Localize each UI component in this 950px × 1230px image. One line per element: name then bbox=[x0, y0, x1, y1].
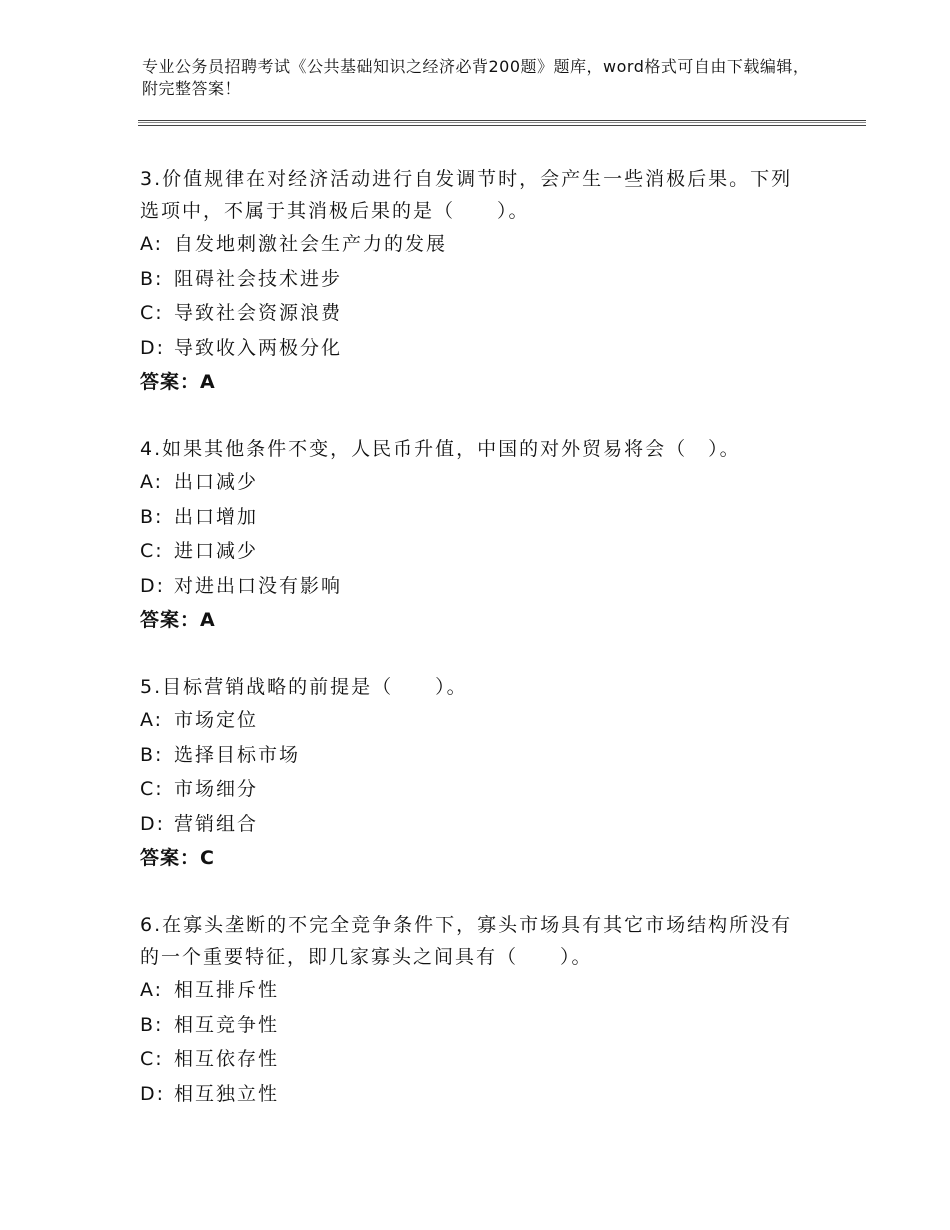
option-key: C: bbox=[140, 778, 164, 800]
option-text: 选择目标市场 bbox=[174, 743, 301, 766]
option-key: A: bbox=[140, 979, 164, 1001]
option-key: C: bbox=[140, 302, 164, 324]
option-c bbox=[140, 296, 800, 331]
option-key: C: bbox=[140, 540, 164, 562]
option-text: 相互依存性 bbox=[174, 1048, 280, 1070]
option-key: D: bbox=[140, 336, 166, 359]
question-stem: 4.如果其他条件不变，人民币升值，中国的对外贸易将会（ ）。 bbox=[140, 438, 741, 460]
option-key: D: bbox=[140, 812, 166, 835]
question-stem: 6.在寡头垄断的不完全竞争条件下，寡头市场具有其它市场结构所没有的一个重要特征，即几家寡头之间具有（ ）。 bbox=[140, 914, 793, 968]
option-d bbox=[140, 807, 800, 842]
option-text: 营销组合 bbox=[174, 812, 259, 835]
option-text: 进口减少 bbox=[174, 540, 259, 562]
option-key: D: bbox=[140, 1082, 166, 1105]
option-a bbox=[140, 465, 800, 500]
option-b bbox=[140, 500, 800, 535]
option-text: 自发地刺激社会生产力的发展 bbox=[174, 233, 448, 255]
question-6 bbox=[140, 909, 800, 1111]
option-text: 导致收入两极分化 bbox=[174, 336, 343, 359]
option-d bbox=[140, 569, 800, 604]
question-5 bbox=[140, 671, 800, 875]
option-key: C: bbox=[140, 1048, 164, 1070]
question-list bbox=[140, 163, 800, 1145]
option-c bbox=[140, 534, 800, 569]
option-c bbox=[140, 1042, 800, 1077]
document-header: 专业公务员招聘考试《公共基础知识之经济必背200题》题库，word格式可自由下载编辑，附完整答案！ bbox=[142, 57, 810, 98]
question-4 bbox=[140, 433, 800, 637]
question-stem: 5.目标营销战略的前提是（ ）。 bbox=[140, 676, 468, 698]
option-text: 导致社会资源浪费 bbox=[174, 302, 343, 324]
option-text: 出口增加 bbox=[174, 505, 259, 528]
option-text: 相互独立性 bbox=[174, 1082, 280, 1105]
option-key: B: bbox=[140, 267, 164, 290]
option-text: 出口减少 bbox=[174, 471, 259, 493]
option-key: B: bbox=[140, 505, 164, 528]
option-text: 相互竞争性 bbox=[174, 1013, 280, 1036]
option-text: 对进出口没有影响 bbox=[174, 574, 343, 597]
option-d bbox=[140, 331, 800, 366]
option-key: B: bbox=[140, 1013, 164, 1036]
option-a bbox=[140, 973, 800, 1008]
option-key: A: bbox=[140, 709, 164, 731]
option-c bbox=[140, 772, 800, 807]
option-key: A: bbox=[140, 233, 164, 255]
option-b bbox=[140, 262, 800, 297]
answer-line: 答案：A bbox=[140, 609, 216, 631]
option-key: B: bbox=[140, 743, 164, 766]
option-a bbox=[140, 227, 800, 262]
option-text: 市场细分 bbox=[174, 778, 259, 800]
option-b bbox=[140, 738, 800, 773]
option-key: D: bbox=[140, 574, 166, 597]
option-text: 市场定位 bbox=[174, 709, 259, 731]
question-3 bbox=[140, 163, 800, 399]
question-stem: 3.价值规律在对经济活动进行自发调节时，会产生一些消极后果。下列选项中，不属于其消极后果的是（ ）。 bbox=[140, 168, 793, 222]
option-text: 相互排斥性 bbox=[174, 979, 280, 1001]
option-a bbox=[140, 703, 800, 738]
header-divider bbox=[138, 120, 866, 126]
answer-line: 答案：C bbox=[140, 847, 215, 869]
option-key: A: bbox=[140, 471, 164, 493]
option-text: 阻碍社会技术进步 bbox=[174, 267, 343, 290]
option-d bbox=[140, 1077, 800, 1112]
option-b bbox=[140, 1008, 800, 1043]
answer-line: 答案：A bbox=[140, 371, 216, 393]
